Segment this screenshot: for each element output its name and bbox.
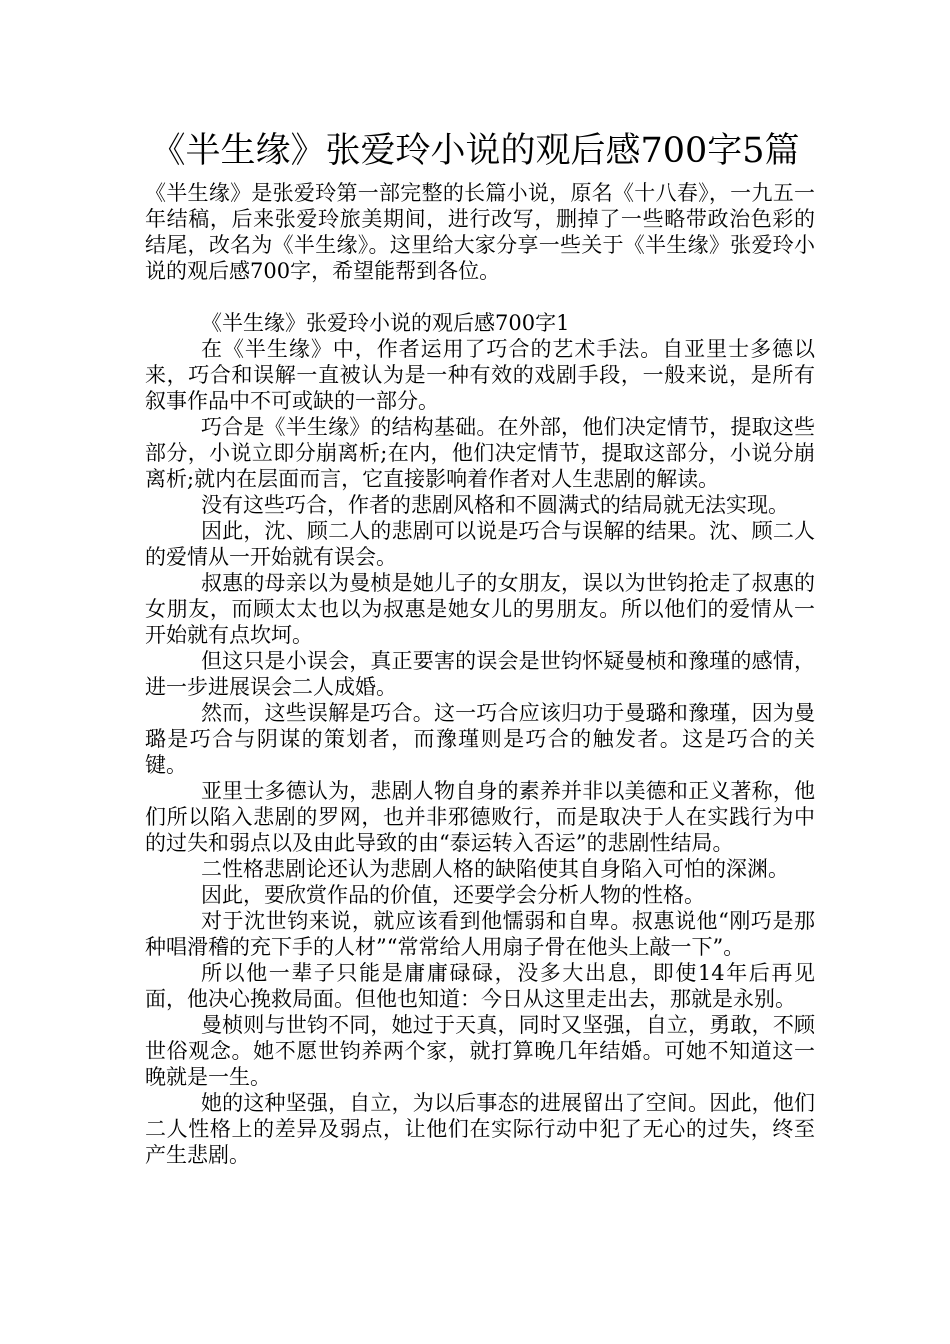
body-paragraph: 然而，这些误解是巧合。这一巧合应该归功于曼璐和豫瑾，因为曼璐是巧合与阴谋的策划者，而豫瑾则是巧合的触发者。这是巧合的关键。	[145, 701, 815, 777]
body-paragraph: 所以他一辈子只能是庸庸碌碌，没多大出息，即使14年后再见面，他决心挽救局面。但他也知道：今日从这里走出去，那就是永别。	[145, 961, 815, 1011]
section-heading: 《半生缘》张爱玲小说的观后感700字1	[201, 311, 570, 335]
blank-line	[145, 284, 815, 310]
body-paragraph: 曼桢则与世钧不同，她过于天真，同时又坚强，自立，勇敢，不顾世俗观念。她不愿世钧养两个家，就打算晚几年结婚。可她不知道这一晚就是一生。	[145, 1013, 815, 1089]
body-paragraph: 因此，沈、顾二人的悲剧可以说是巧合与误解的结果。沈、顾二人的爱情从一开始就有误会。	[145, 519, 815, 569]
body-paragraph: 因此，要欣赏作品的价值，还要学会分析人物的性格。	[201, 883, 705, 907]
body-paragraph: 巧合是《半生缘》的结构基础。在外部，他们决定情节，提取这些部分，小说立即分崩离析;在内，他们决定情节，提取这部分，小说分崩离析;就内在层面而言，它直接影响着作者对人生悲剧的解读。	[145, 415, 815, 491]
intro-paragraph: 《半生缘》是张爱玲第一部完整的长篇小说，原名《十八春》，一九五一年结稿，后来张爱玲旅美期间，进行改写，删掉了一些略带政治色彩的结尾，改名为《半生缘》。这里给大家分享一些关于《半生缘》张爱玲小说的观后感700字，希望能帮到各位。	[145, 181, 815, 283]
document-body	[145, 180, 815, 1168]
body-paragraph: 她的这种坚强，自立，为以后事态的进展留出了空间。因此，他们二人性格上的差异及弱点，让他们在实际行动中犯了无心的过失，终至产生悲剧。	[145, 1091, 815, 1167]
document-title: 《半生缘》张爱玲小说的观后感700字5篇	[150, 131, 800, 171]
body-paragraph: 但这只是小误会，真正要害的误会是世钧怀疑曼桢和豫瑾的感情，进一步进展误会二人成婚。	[145, 649, 815, 699]
body-paragraph: 没有这些巧合，作者的悲剧风格和不圆满式的结局就无法实现。	[201, 493, 789, 517]
body-paragraph: 对于沈世钧来说，就应该看到他懦弱和自卑。叔惠说他“刚巧是那种唱滑稽的充下手的人材”“常常给人用扇子骨在他头上敲一下”。	[145, 909, 815, 959]
body-paragraph: 在《半生缘》中，作者运用了巧合的艺术手法。自亚里士多德以来，巧合和误解一直被认为是一种有效的戏剧手段，一般来说，是所有叙事作品中不可或缺的一部分。	[145, 337, 815, 413]
body-paragraph: 二性格悲剧论还认为悲剧人格的缺陷使其自身陷入可怕的深渊。	[201, 857, 789, 881]
body-paragraph: 叔惠的母亲以为曼桢是她儿子的女朋友，误以为世钧抢走了叔惠的女朋友，而顾太太也以为叔惠是她女儿的男朋友。所以他们的爱情从一开始就有点坎坷。	[145, 571, 815, 647]
body-paragraph: 亚里士多德认为，悲剧人物自身的素养并非以美德和正义著称，他们所以陷入悲剧的罗网，也并非邪德败行，而是取决于人在实践行为中的过失和弱点以及由此导致的由“泰运转入否运”的悲剧性结局。	[145, 779, 815, 855]
